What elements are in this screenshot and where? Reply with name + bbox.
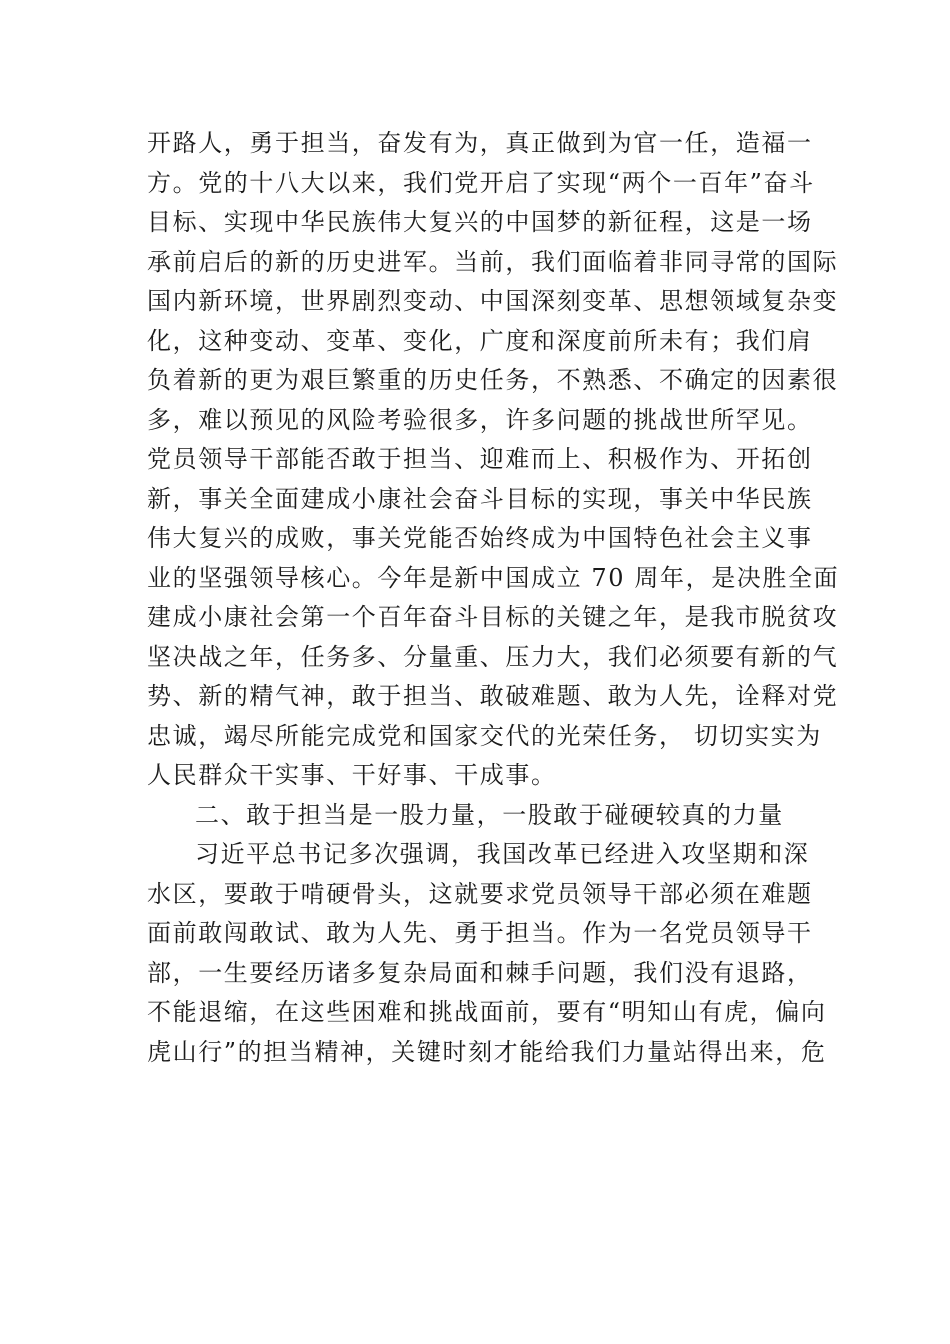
text-line: 不能退缩，在这些困难和挑战面前，要有“明知山有虎，偏向 [147, 998, 827, 1026]
body-text [147, 124, 840, 1072]
text-line: 负着新的更为艰巨繁重的历史任务，不熟悉、不确定的因素很 [147, 366, 839, 394]
text-line: 势、新的精气神，敢于担当、敢破难题、敢为人先，诠释对党 [147, 682, 839, 710]
text-line: 新，事关全面建成小康社会奋斗目标的实现，事关中华民族 [147, 484, 813, 513]
text-line: 业的坚强领导核心。今年是新中国成立 70 周年，是决胜全面 [147, 563, 840, 592]
text-line: 虎山行”的担当精神，关键时刻才能给我们力量站得出来，危 [147, 1037, 827, 1066]
text-line: 党员领导干部能否敢于担当、迎难而上、积极作为、开拓创 [147, 445, 813, 473]
text-line: 伟大复兴的成败，事关党能否始终成为中国特色社会主义事 [147, 524, 813, 552]
text-line: 方。党的十八大以来，我们党开启了实现“两个一百年”奋斗 [147, 168, 815, 197]
text-line: 国内新环境，世界剧烈变动、中国深刻变革、思想领域复杂变 [147, 287, 839, 315]
text-line: 人民群众干实事、干好事、干成事。 [147, 761, 557, 789]
text-line: 面前敢闯敢试、敢为人先、勇于担当。作为一名党员领导干 [147, 919, 813, 947]
section-heading: 二、敢于担当是一股力量，一股敢于碰硬较真的力量 [195, 800, 784, 829]
text-line: 部，一生要经历诸多复杂局面和棘手问题，我们没有退路， [147, 958, 813, 987]
text-line: 开路人，勇于担当，奋发有为，真正做到为官一任，造福一 [147, 129, 813, 157]
text-line: 建成小康社会第一个百年奋斗目标的关键之年，是我市脱贫攻 [147, 603, 839, 631]
text-line: 忠诚，竭尽所能完成党和国家交代的光荣任务， 切切实实为 [147, 721, 822, 750]
text-line: 化，这种变动、变革、变化，广度和深度前所未有；我们肩 [147, 326, 813, 355]
text-line: 承前启后的新的历史进军。当前，我们面临着非同寻常的国际 [147, 247, 839, 276]
text-line: 水区，要敢于啃硬骨头，这就要求党员领导干部必须在难题 [147, 879, 813, 908]
text-line: 习近平总书记多次强调，我国改革已经进入攻坚期和深 [195, 840, 810, 868]
text-line: 坚决战之年，任务多、分量重、压力大，我们必须要有新的气 [147, 642, 839, 671]
text-line: 多，难以预见的风险考验很多，许多问题的挑战世所罕见。 [147, 405, 813, 434]
text-line: 目标、实现中华民族伟大复兴的中国梦的新征程，这是一场 [147, 208, 813, 236]
